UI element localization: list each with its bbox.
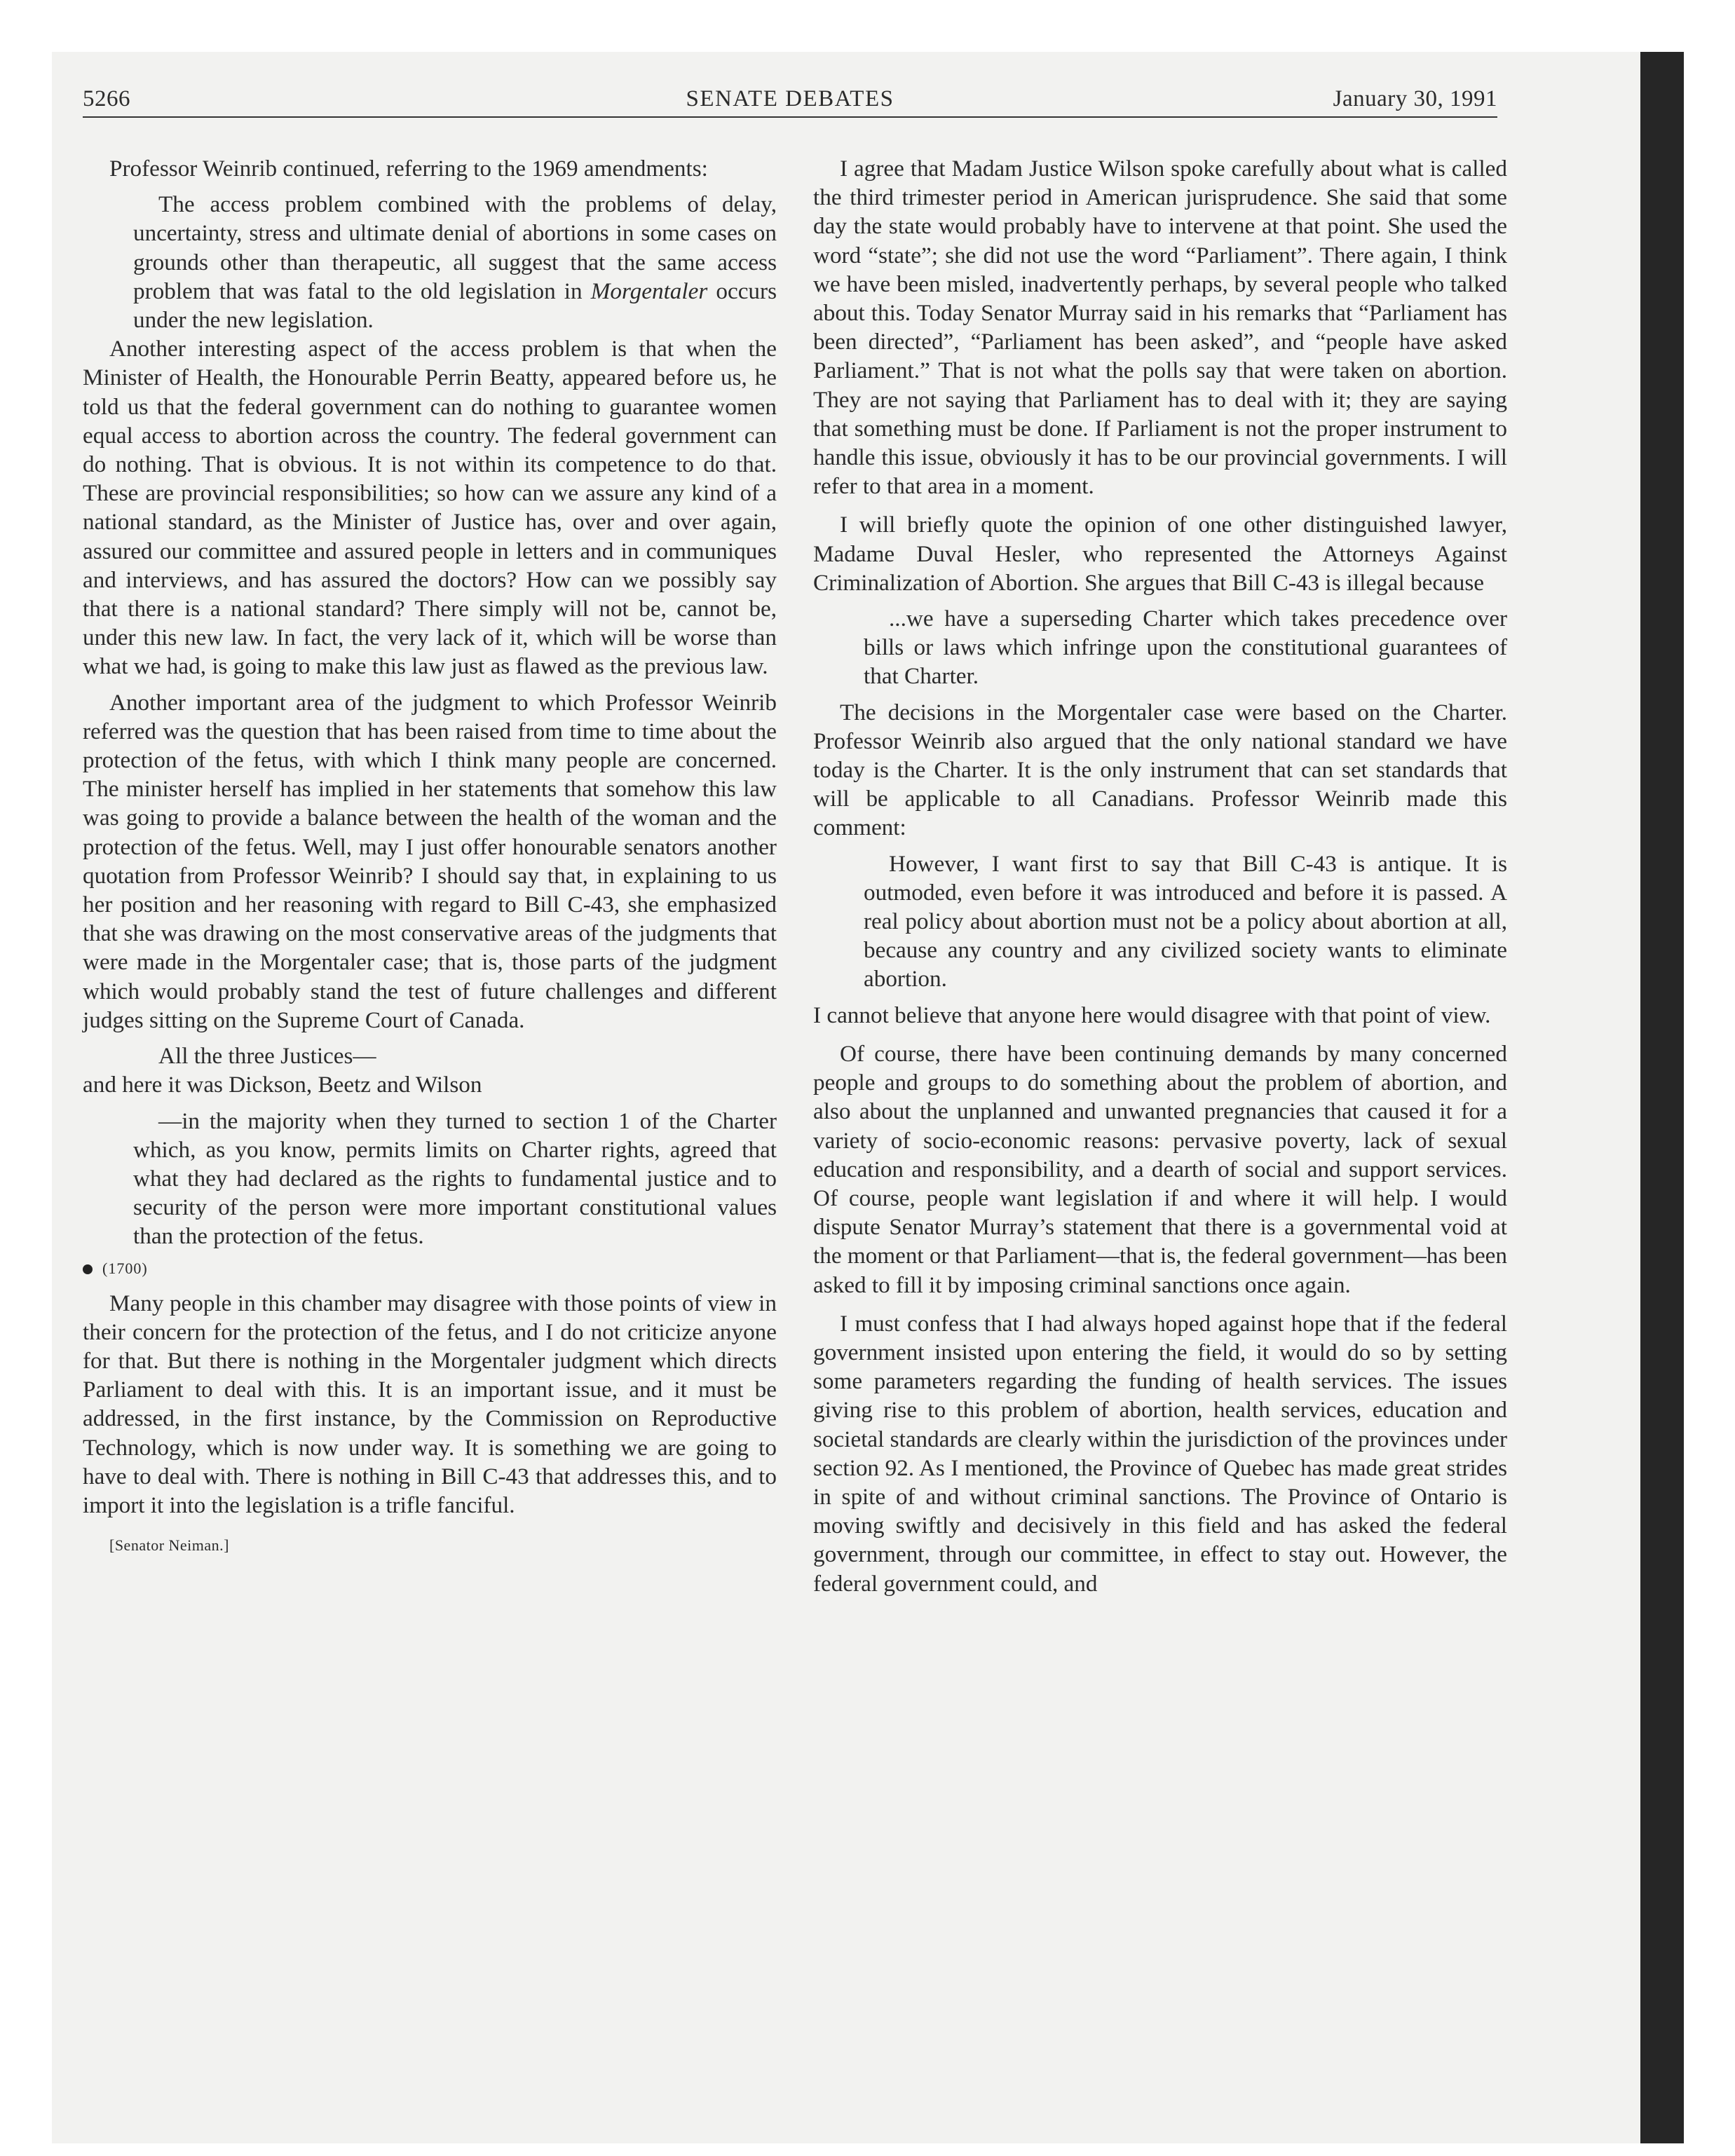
paragraph: I must confess that I had always hoped against hope that if the federal government insisted upon entering the field, it would do so by setting some parameters regarding the funding of health services. The issues giving rise to this problem of abortion, health services, education and societal standards are clearly within the jurisdiction of the provinces under section 92. As I mentioned, the Province of Quebec has made great strides in spite of and without criminal sanctions. The Province of Ontario is moving swiftly and decisively in this field and has asked the federal government, through our committee, in effect to stay out. However, the federal government could, and bbox=[813, 1310, 1507, 1597]
block-quote: ...we have a superseding Charter which takes precedence over bills or laws which infringe upon the constitutional guarantees of that Charter. bbox=[864, 606, 1507, 690]
paragraph: I agree that Madam Justice Wilson spoke carefully about what is called the third trimester period in American jurisprudence. She said that some day the state would probably have to intervene at that point. She used the word “state”; she did not use the word “Parliament”. There again, I think we have been misled, inadvertently perhaps, by several people who talked about this. Today Senator Murray said in his remarks that “Parliament has been directed”, “Parliament has been asked”, and “people have asked Parliament.” That is not what the polls say that were taken on abortion. They are not saying that Parliament has to deal with it; they are saying that something must be done. If Parliament is not the proper instrument to handle this issue, obviously it has to be our provincial governments. I will refer to that area in a moment. bbox=[813, 156, 1507, 500]
left-column bbox=[83, 154, 777, 1560]
right-column bbox=[813, 154, 1507, 1598]
block-quote: —in the majority when they turned to section 1 of the Charter which, as you know, permits limits on Charter rights, agreed that what they had declared as the rights to fundamental justice and to security of the person were more important constitutional values than the protection of the fetus. bbox=[133, 1107, 777, 1250]
block-quote: All the three Justices— bbox=[158, 1043, 376, 1070]
paragraph: Another important area of the judgment to which Professor Weinrib referred was the question that has been raised from time to time about the protection of the fetus, with which I think many people are concerned. The minister herself has implied in her statements that somehow this law was going to provide a balance between the health of the woman and the protection of the fetus. Well, may I just offer honourable senators another quotation from Professor Weinrib? I should say that, in explaining to us her position and her reasoning with regard to Bill C-43, she emphasized that she was drawing on the most conservative areas of the judgments that were made in the Morgentaler case; that is, those parts of the judgment which would probably stand the test of future challenges and different judges sitting on the Supreme Court of Canada. bbox=[83, 689, 777, 1033]
paragraph: Another interesting aspect of the access problem is that when the Minister of Health, the Honourable Perrin Beatty, appeared before us, he told us that the federal government can do nothing to guarantee women equal access to abortion across the country. The federal government can do nothing. That is obvious. It is not within its competence to do that. These are provincial responsibilities; so how can we assure any kind of a national standard, as the Minister of Justice has, over and over again, assured our committee and assured people in letters and in communiques and interviews, and has assured the doctors? How can we possibly say that there is a national standard? There simply will not be, cannot be, under this new law. In fact, the very lack of it, which will be worse than what we had, is going to make this law just as flawed as the previous law. bbox=[83, 336, 777, 680]
case-name-italic: Morgentaler bbox=[590, 278, 708, 304]
block-quote: However, I want first to say that Bill C-43 is antique. It is outmoded, even before it was introduced and before it is passed. A real policy about abortion must not be a policy about abortion at all, because any country and any civilized society wants to eliminate abortion. bbox=[864, 850, 1507, 992]
header-date: January 30, 1991 bbox=[1333, 86, 1497, 111]
time-marker: (1700) bbox=[83, 1258, 777, 1279]
page-header bbox=[83, 76, 1497, 118]
scan-edge bbox=[1640, 52, 1684, 2143]
paragraph: I will briefly quote the opinion of one other distinguished lawyer, Madame Duval Hesler, who represented the Attorneys Against Criminalization of Abortion. She argues that Bill C-43 is illegal because bbox=[813, 512, 1507, 596]
speaker-attribution: [Senator Neiman.] bbox=[109, 1536, 229, 1555]
paragraph: Of course, there have been continuing demands by many concerned people and groups to do something about the problem of abortion, and also about the unplanned and unwanted pregnancies that caused it for a variety of socio-economic reasons: pervasive poverty, lack of sexual education and responsibility, and a dearth of social and support services. Of course, people want legislation if and where it will help. I would dispute Senator Murray’s statement that there is a governmental void at the moment or that Parliament—that is, the federal government—has been asked to fill it by imposing criminal sanctions once again. bbox=[813, 1040, 1507, 1298]
publication-title: SENATE DEBATES bbox=[686, 86, 894, 111]
paragraph: Many people in this chamber may disagree with those points of view in their concern for the protection of the fetus, and I do not criticize anyone for that. But there is nothing in the Morgentaler judgment which directs Parliament to deal with this. It is an important issue, and it must be addressed, in the first instance, by the Commission on Reproductive Technology, which is now under way. It is something we are going to have to deal with. There is nothing in Bill C-43 that addresses this, and to import it into the legislation is a trifle fanciful. bbox=[83, 1290, 777, 1518]
bullet-dot-icon bbox=[83, 1264, 93, 1274]
paragraph: I cannot believe that anyone here would disagree with that point of view. bbox=[813, 1002, 1491, 1028]
paragraph: The decisions in the Morgentaler case were based on the Charter. Professor Weinrib also argued that the only national standard we have today is the Charter. It is the only instrument that can set standards that will be applicable to all Canadians. Professor Weinrib made this comment: bbox=[813, 699, 1507, 841]
page-number: 5266 bbox=[83, 86, 130, 111]
paragraph: and here it was Dickson, Beetz and Wilson bbox=[83, 1072, 482, 1098]
paragraph: Professor Weinrib continued, referring to the 1969 amendments: bbox=[109, 156, 708, 182]
block-quote: The access problem combined with the problems of delay, uncertainty, stress and ultimate denial of abortions in some cases on grounds other than therapeutic, all suggest that the same access problem that was fatal to the old legislation in Morgentaler occurs under the new legislation. bbox=[133, 191, 777, 334]
